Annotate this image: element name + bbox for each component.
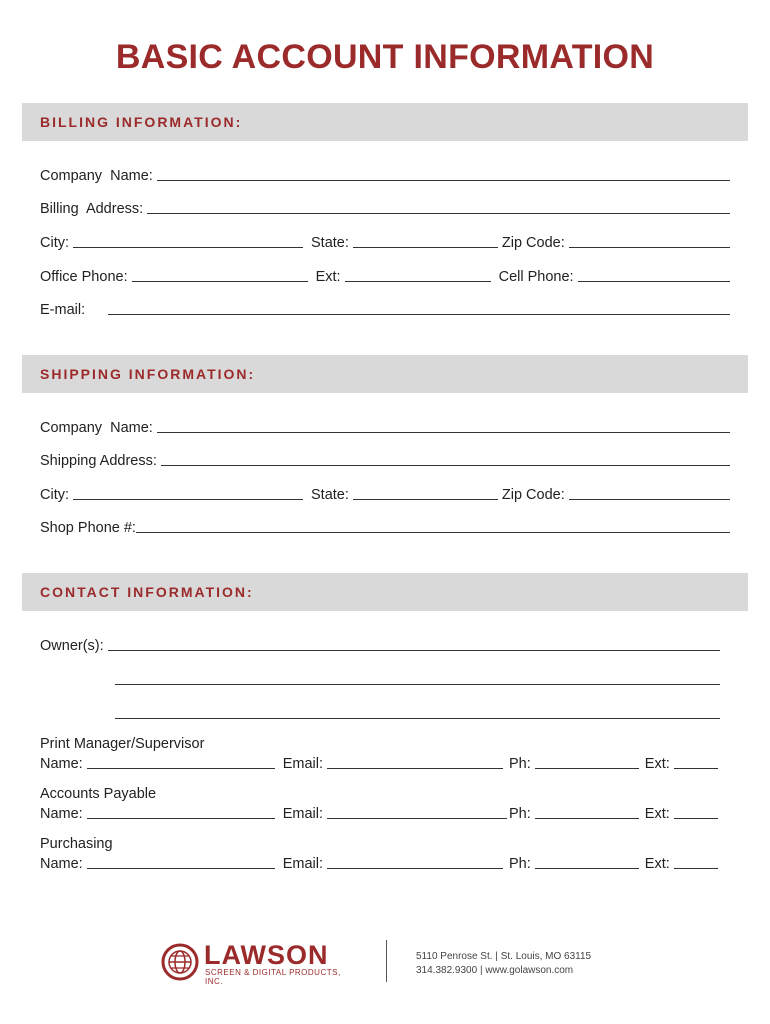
- purchasing-ph-field[interactable]: [535, 854, 639, 869]
- billing-ext-label: Ext:: [315, 269, 341, 285]
- shipping-zip-label: Zip Code:: [501, 487, 565, 503]
- billing-city-label: City:: [40, 235, 69, 251]
- billing-phone-row: [40, 265, 730, 285]
- owners-row: [40, 634, 720, 654]
- billing-company-row: [40, 164, 730, 184]
- billing-cell-label: Cell Phone:: [498, 269, 574, 285]
- shipping-section-header: [22, 355, 748, 393]
- shipping-address-label: Shipping Address:: [40, 453, 157, 469]
- footer-address-block: [416, 950, 591, 978]
- billing-state-label: State:: [311, 235, 349, 251]
- owners-row-2: [115, 668, 720, 688]
- ap-ph-field[interactable]: [535, 804, 639, 819]
- shipping-phone-field[interactable]: [136, 518, 730, 533]
- accounts-payable-title: Accounts Payable: [40, 786, 157, 802]
- shipping-city-row: [40, 483, 730, 503]
- shipping-zip-field[interactable]: [569, 485, 730, 500]
- billing-city-row: [40, 231, 730, 251]
- purchasing-ext-field[interactable]: [674, 854, 718, 869]
- billing-address-field[interactable]: [147, 199, 730, 214]
- shipping-state-label: State:: [311, 487, 349, 503]
- print-manager-title: Print Manager/Supervisor: [40, 736, 205, 752]
- purchasing-ph-label: Ph:: [509, 856, 531, 872]
- ap-name-label: Name:: [40, 806, 83, 822]
- shipping-phone-row: [40, 516, 730, 536]
- shipping-company-field[interactable]: [157, 418, 730, 433]
- brand-name: LAWSON: [204, 940, 329, 970]
- purchasing-name-field[interactable]: [87, 854, 275, 869]
- owners-field-1[interactable]: [108, 636, 720, 651]
- billing-email-label: E-mail:: [40, 302, 86, 318]
- shipping-section-title: SHIPPING INFORMATION:: [40, 366, 256, 382]
- shipping-address-row: [40, 449, 730, 469]
- footer-divider: [386, 940, 387, 982]
- billing-ext-field[interactable]: [345, 267, 491, 282]
- print-email-label: Email:: [282, 756, 324, 772]
- print-manager-row: [40, 752, 718, 772]
- billing-company-label: Company Name:: [40, 168, 153, 184]
- billing-section-header: [22, 103, 748, 141]
- billing-city-field[interactable]: [73, 233, 303, 248]
- billing-company-field[interactable]: [157, 166, 730, 181]
- ap-ext-field[interactable]: [674, 804, 718, 819]
- globe-icon: [160, 942, 200, 982]
- billing-zip-field[interactable]: [569, 233, 730, 248]
- owners-label: Owner(s):: [40, 638, 104, 654]
- billing-state-field[interactable]: [353, 233, 498, 248]
- ap-ph-label: Ph:: [509, 806, 531, 822]
- ap-email-label: Email:: [282, 806, 324, 822]
- billing-office-label: Office Phone:: [40, 269, 128, 285]
- print-ph-label: Ph:: [509, 756, 531, 772]
- shipping-city-field[interactable]: [73, 485, 303, 500]
- accounts-payable-row: [40, 802, 718, 822]
- shipping-address-field[interactable]: [161, 451, 730, 466]
- contact-section-header: [22, 573, 748, 611]
- contact-section-title: CONTACT INFORMATION:: [40, 584, 254, 600]
- print-email-field[interactable]: [327, 754, 503, 769]
- print-ext-field[interactable]: [674, 754, 718, 769]
- purchasing-name-label: Name:: [40, 856, 83, 872]
- ap-ext-label: Ext:: [644, 806, 670, 822]
- shipping-city-label: City:: [40, 487, 69, 503]
- ap-email-field[interactable]: [327, 804, 507, 819]
- billing-address-label: Billing Address:: [40, 201, 144, 217]
- footer-address: 5110 Penrose St. | St. Louis, MO 63115: [416, 951, 592, 962]
- shipping-company-label: Company Name:: [40, 420, 153, 436]
- print-name-field[interactable]: [87, 754, 275, 769]
- print-ph-field[interactable]: [535, 754, 639, 769]
- billing-office-field[interactable]: [132, 267, 308, 282]
- billing-email-row: [40, 298, 730, 318]
- footer-contact: 314.382.9300 | www.golawson.com: [416, 965, 574, 976]
- shipping-phone-label: Shop Phone #:: [40, 520, 136, 536]
- billing-cell-field[interactable]: [578, 267, 730, 282]
- billing-address-row: [40, 197, 730, 217]
- purchasing-row: [40, 852, 718, 872]
- owners-field-2[interactable]: [115, 670, 720, 685]
- purchasing-email-field[interactable]: [327, 854, 503, 869]
- brand-subtitle: SCREEN & DIGITAL PRODUCTS, INC.: [205, 968, 341, 986]
- ap-name-field[interactable]: [87, 804, 275, 819]
- billing-section-title: BILLING INFORMATION:: [40, 114, 243, 130]
- billing-zip-label: Zip Code:: [501, 235, 565, 251]
- page-title: BASIC ACCOUNT INFORMATION: [115, 38, 655, 76]
- owners-field-3[interactable]: [115, 704, 720, 719]
- purchasing-email-label: Email:: [282, 856, 324, 872]
- purchasing-ext-label: Ext:: [644, 856, 670, 872]
- shipping-state-field[interactable]: [353, 485, 498, 500]
- lawson-logo: [160, 940, 360, 986]
- billing-email-field[interactable]: [108, 300, 730, 315]
- print-ext-label: Ext:: [644, 756, 670, 772]
- shipping-company-row: [40, 416, 730, 436]
- purchasing-title: Purchasing: [40, 836, 113, 852]
- owners-row-3: [115, 702, 720, 722]
- print-name-label: Name:: [40, 756, 83, 772]
